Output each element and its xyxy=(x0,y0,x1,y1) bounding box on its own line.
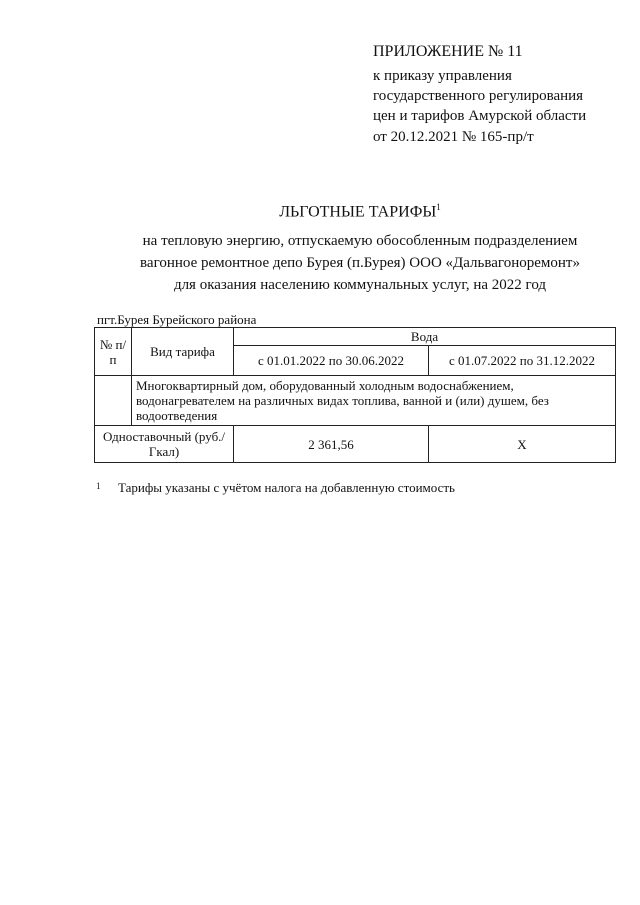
subtitle-line: на тепловую энергию, отпускаемую обособленным подразделением xyxy=(142,233,578,249)
footnote-mark: 1 xyxy=(436,202,441,212)
footnote-mark: 1 xyxy=(96,481,101,491)
group-header: Вода xyxy=(234,328,616,346)
col-type-header: Вид тарифа xyxy=(132,328,234,376)
tariff-label: Одноставочный (руб./Гкал) xyxy=(95,426,234,463)
header-line: цен и тарифов Амурской области xyxy=(373,108,587,124)
period-header: с 01.01.2022 по 30.06.2022 xyxy=(234,346,429,376)
appendix-number: ПРИЛОЖЕНИЕ № 11 xyxy=(373,43,523,60)
subtitle-line: для оказания населению коммунальных услуг, на 2022 год xyxy=(173,277,547,293)
title-text: ЛЬГОТНЫЕ ТАРИФЫ xyxy=(279,203,437,221)
col-num-header: № п/п xyxy=(95,328,132,376)
header-line: к приказу управления xyxy=(373,68,512,84)
subtitle-line: вагонное ремонтное депо Бурея (п.Бурея) ООО «Дальвагоноремонт» xyxy=(140,255,580,271)
period-header: с 01.07.2022 по 31.12.2022 xyxy=(429,346,616,376)
footnote-text: Тарифы указаны с учётом налога на добавленную стоимость xyxy=(118,480,455,495)
tariff-value: 2 361,56 xyxy=(234,426,429,463)
page-title xyxy=(0,202,640,221)
location-label: пгт.Бурея Бурейского района xyxy=(97,312,257,327)
header-line: от 20.12.2021 № 165-пр/т xyxy=(373,129,534,145)
tariff-table xyxy=(94,327,616,463)
description-cell: Многоквартирный дом, оборудованный холодным водоснабжением, водонагревателем на различных видах топлива, ванной и (или) душем, без водоотведения xyxy=(132,376,616,426)
header-line: государственного регулирования xyxy=(373,88,584,104)
tariff-value: Х xyxy=(429,426,616,463)
